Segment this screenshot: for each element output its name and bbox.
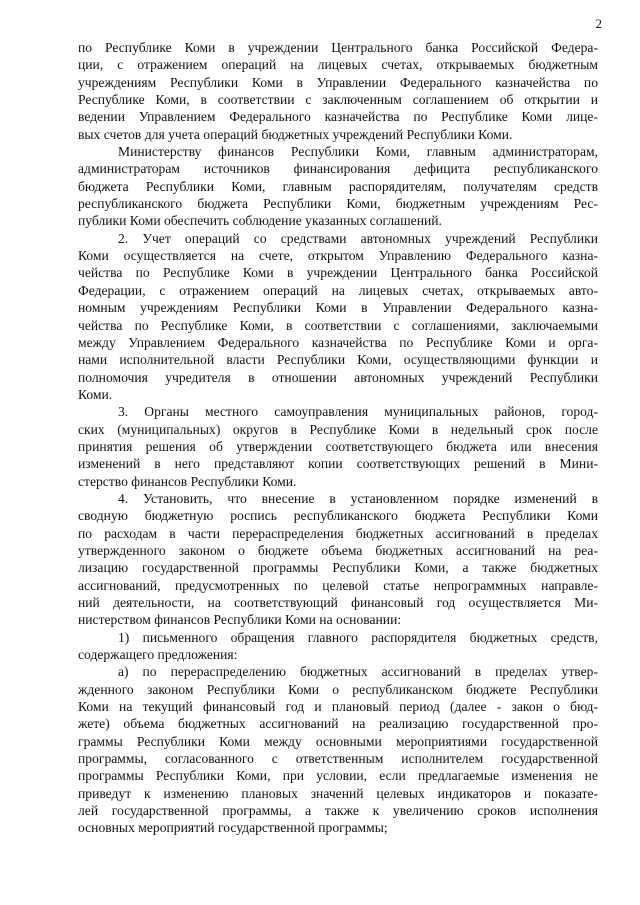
- text-line: программы Республики Коми, при условии, если предлагаемые изменения не: [78, 768, 598, 784]
- text-line: Министерству финансов Республики Коми, главным администраторам,: [118, 144, 598, 160]
- text-line: Коми на текущий финансовый год и плановый период (далее - закон о бюд-: [78, 699, 598, 715]
- text-line: учреждениям Республики Коми в Управлении Федерального казначейства по: [78, 74, 598, 90]
- text-line: лизацию государственной программы Республики Коми, а также бюджетных: [78, 560, 598, 576]
- text-line: программы, согласованного с ответственным исполнителем государственной: [78, 751, 598, 767]
- text-line: 4. Установить, что внесение в установленном порядке изменений в: [118, 490, 598, 506]
- text-line: жденного законом Республики Коми о республиканском бюджете Республики: [78, 681, 598, 697]
- text-line: между Управлением Федерального казначейства по Республике Коми и орга-: [78, 334, 598, 350]
- text-line: стерство финансов Республики Коми.: [78, 473, 297, 489]
- text-line: а) по перераспределению бюджетных ассигнований в пределах утвер-: [118, 664, 598, 680]
- text-line: чейства по Республике Коми в учреждении Центрального банка Российской: [78, 265, 598, 281]
- paragraph-p3: [78, 403, 598, 490]
- paragraph-p2: [78, 230, 598, 403]
- text-line: полномочия учредителя в отношении автономных учреждений Республики: [78, 369, 598, 385]
- text-line: ведении Управлением Федерального казначейства по Республике Коми лице-: [78, 109, 598, 125]
- text-line: сводную бюджетную роспись республиканского бюджета Республики Коми: [78, 508, 598, 524]
- text-line: ассигнований, предусмотренных по целевой статье непрограммных направле-: [78, 577, 598, 593]
- text-line: по расходам в части перераспределения бюджетных ассигнований в пределах: [78, 525, 598, 541]
- paragraph-p5: [78, 629, 598, 664]
- paragraph-p0: [78, 39, 598, 143]
- text-line: республиканского бюджета Республики Коми, бюджетным учреждениям Рес-: [78, 196, 598, 212]
- text-line: жете) объема бюджетных ассигнований на реализацию государственной про-: [78, 716, 598, 732]
- text-line: лей государственной программы, а также к увеличению сроков исполнения: [78, 803, 598, 819]
- text-line: 1) письменного обращения главного распорядителя бюджетных средств,: [118, 629, 598, 645]
- paragraph-p4: [78, 490, 598, 629]
- text-line: утвержденного законом о бюджете объема бюджетных ассигнований на реа-: [78, 542, 598, 558]
- text-line: номным учреждениям Республики Коми в Управлении Федерального казна-: [78, 300, 598, 316]
- paragraph-p6: [78, 663, 598, 836]
- text-line: чейства по Республике Коми, в соответствии с соглашениями, заключаемыми: [78, 317, 598, 333]
- text-line: ний деятельности, на соответствующий финансовый год осуществляется Ми-: [78, 595, 598, 610]
- paragraph-p1: [78, 143, 598, 230]
- text-line: принятия решения об утверждении соответствующего бюджета или внесения: [78, 438, 598, 454]
- text-line: нами исполнительной власти Республики Коми, осуществляющими функции и: [78, 352, 598, 368]
- text-line: приведут к изменению плановых значений целевых индикаторов и показате-: [78, 785, 598, 801]
- text-line: публики Коми обеспечить соблюдение указанных соглашений.: [78, 213, 442, 229]
- text-line: ции, с отражением операций на лицевых счетах, открываемых бюджетным: [78, 57, 598, 73]
- text-line: 3. Органы местного самоуправления муниципальных районов, город-: [118, 404, 598, 420]
- text-line: 2. Учет операций со средствами автономных учреждений Республики: [118, 230, 598, 246]
- text-line: ских (муниципальных) округов в Республике Коми в недельный срок после: [78, 421, 598, 437]
- text-line: содержащего предложения:: [78, 647, 238, 663]
- text-line: изменений в него представляют копии соответствующих решений в Мини-: [78, 456, 598, 472]
- text-line: Коми.: [78, 386, 113, 402]
- text-line: по Республике Коми в учреждении Центрального банка Российской Федера-: [78, 40, 598, 55]
- page-number: 2: [595, 16, 602, 31]
- text-line: Федерации, с отражением операций на лицевых счетах, открываемых авто-: [78, 282, 598, 298]
- text-line: администраторам источников финансирования дефицита республиканского: [78, 161, 598, 177]
- text-line: нистерством финансов Республики Коми на основании:: [78, 612, 402, 628]
- text-line: вых счетов для учета операций бюджетных учреждений Республики Коми.: [78, 126, 513, 142]
- text-line: Коми осуществляется на счете, открытом Управлению Федерального казна-: [78, 248, 598, 264]
- text-line: Республике Коми, в соответствии с заключенным соглашением об открытии и: [78, 92, 598, 108]
- text-line: основных мероприятий государственной программы;: [78, 820, 388, 836]
- text-line: бюджета Республики Коми, главным распорядителям, получателям средств: [78, 178, 598, 194]
- document-body: [78, 39, 598, 837]
- text-line: граммы Республики Коми между основными мероприятиями государственной: [78, 733, 598, 749]
